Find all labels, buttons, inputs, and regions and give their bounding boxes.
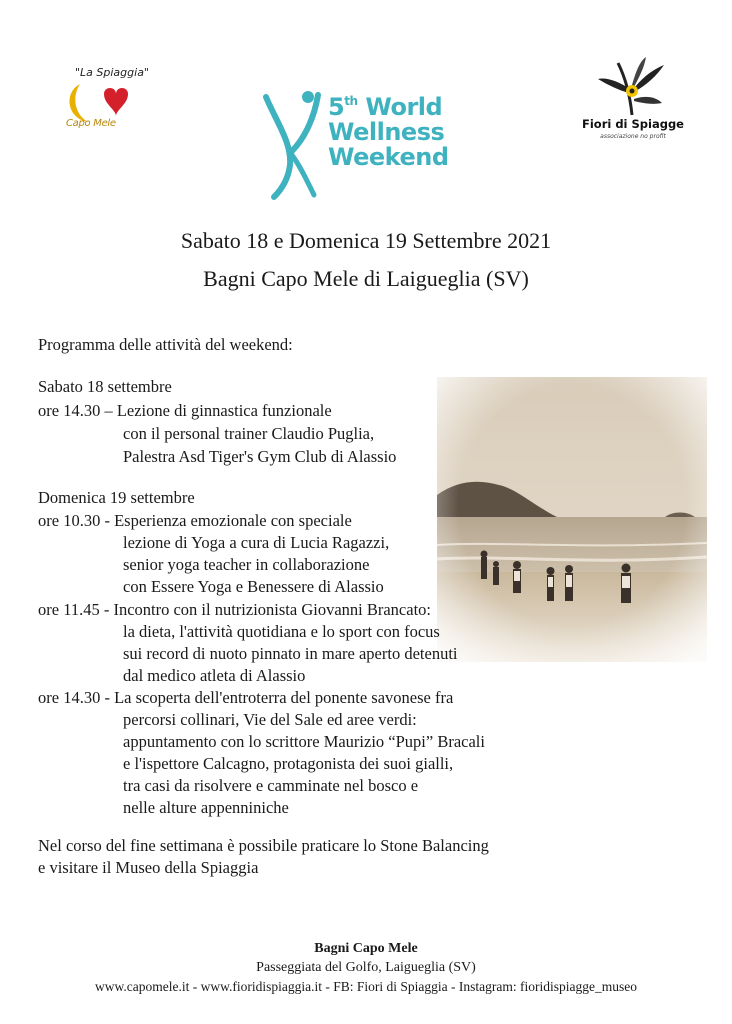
logo-tagline: "La Spiaggia" <box>74 66 149 79</box>
sunday-slot-3-line: nelle alture appenniniche <box>123 798 289 817</box>
sunday-title: Domenica 19 settembre <box>38 488 195 507</box>
logo-name: Capo Mele <box>66 118 116 129</box>
wellness-title: 5th World Wellness Weekend <box>328 93 449 171</box>
world-wellness-weekend-logo <box>262 85 472 200</box>
sunday-slot-3-line: tra casi da risolvere e camminate nel bosco e <box>123 776 419 795</box>
footer-links: www.capomele.it - www.fioridispiaggia.it - FB: Fiori di Spiaggia - Instagram: fioridispiagge_museo <box>95 979 637 994</box>
sunday-slot-2-line: sui record di nuoto pinnato in mare aperto detenuti <box>123 644 458 663</box>
footer-address: Passeggiata del Golfo, Laigueglia (SV) <box>256 960 476 975</box>
sunday-slot-1-line: senior yoga teacher in collaborazione <box>123 555 370 574</box>
sunday-slot-3-line: appuntamento con lo scrittore Maurizio “Pupi” Bracali <box>123 732 485 751</box>
weekend-note: Nel corso del fine settimana è possibile praticare lo Stone Balancing <box>38 836 489 855</box>
sunday-slot-2-line: dal medico atleta di Alassio <box>123 666 306 685</box>
beach-photo <box>437 377 707 662</box>
sunday-slot-3-line: e l'ispettore Calcagno, protagonista dei suoi gialli, <box>123 754 454 773</box>
logo-subtitle: associazione no profit <box>600 133 666 140</box>
sunday-slot-3-line: percorsi collinari, Vie del Sale ed aree verdi: <box>123 710 417 729</box>
sunday-slot-3: ore 14.30 - La scoperta dell'entroterra del ponente savonese fra <box>38 688 454 707</box>
weekend-note: e visitare il Museo della Spiaggia <box>38 858 259 877</box>
sunday-slot-2-line: la dieta, l'attività quotidiana e lo sport con focus <box>123 622 440 641</box>
sunday-slot-2: ore 11.45 - Incontro con il nutrizionista Giovanni Brancato: <box>38 600 431 619</box>
capo-mele-logo <box>62 66 162 146</box>
saturday-slot-1: ore 14.30 – Lezione di ginnastica funzionale <box>38 401 332 420</box>
lily-flower-icon <box>596 55 668 117</box>
sunday-slot-1-line: con Essere Yoga e Benessere di Alassio <box>123 577 384 596</box>
fiori-di-spiagge-logo <box>578 55 688 150</box>
sunday-slot-1: ore 10.30 - Esperienza emozionale con speciale <box>38 511 352 530</box>
program-intro: Programma delle attività del weekend: <box>38 335 293 354</box>
sunday-slot-1-line: lezione di Yoga a cura di Lucia Ragazzi, <box>123 533 390 552</box>
saturday-slot-1-line: con il personal trainer Claudio Puglia, <box>123 424 375 443</box>
footer-venue-name: Bagni Capo Mele <box>314 941 418 956</box>
event-date-heading: Sabato 18 e Domenica 19 Settembre 2021 <box>180 228 552 253</box>
saturday-slot-1-line: Palestra Asd Tiger's Gym Club di Alassio <box>123 447 397 466</box>
logo-name: Fiori di Spiagge <box>582 117 684 131</box>
saturday-title: Sabato 18 settembre <box>38 377 172 396</box>
event-place-heading: Bagni Capo Mele di Laigueglia (SV) <box>203 266 529 291</box>
wellness-figure-icon <box>262 85 328 200</box>
